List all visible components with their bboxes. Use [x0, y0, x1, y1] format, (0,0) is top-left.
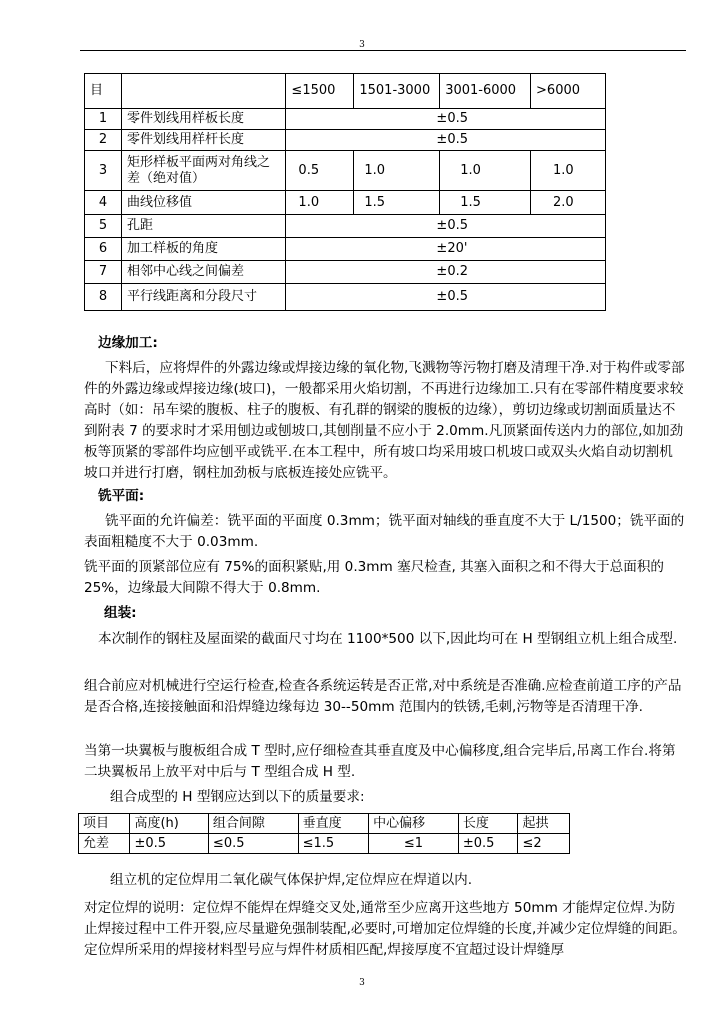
row-tolerance: ±20' — [286, 238, 606, 261]
row-item: 加工样板的角度 — [121, 238, 285, 261]
spec-header-col5: >6000 — [531, 74, 606, 109]
quality-header-cell: 起拱 — [518, 814, 570, 834]
table-row — [85, 215, 606, 238]
row-item: 平行线距离和分段尺寸 — [121, 284, 285, 311]
milling-heading: 铣平面: — [98, 488, 145, 504]
quality-header-cell: 高度(h) — [130, 814, 208, 834]
footer-page-number: 3 — [359, 978, 365, 988]
row-tolerance: ±0.5 — [286, 284, 606, 311]
row-value-3: 1.0 — [440, 151, 531, 191]
edge-processing-text: 下料后，应将焊件的外露边缘或焊接边缘的氧化物,飞溅物等污物打磨及清理干净.对于构件或零部件的外露边缘或焊接边缘(坡口)，一般都采用火焰切割，不再进行边缘加工.只有在零部件精度要求较高时（如：吊车梁的腹板、柱子的腹板、有孔群的钢梁的腹板的边缘），剪切边缘或切割面质量达不到附表 7 的要求时才采用刨边或刨坡口,其刨削量不应小于 2.0mm.凡顶紧面传送内力的部位,如加劲板等顶紧的零部件均应刨平或铣平.在本工程中，所有坡口均采用坡口机坡口或双头火焰自动切割机坡口并进行打磨，钢柱加劲板与底板连接处应铣平。 — [84, 360, 685, 481]
quality-table — [78, 813, 570, 854]
assembly-paragraph-5: 组立机的定位焊用二氧化碳气体保护焊,定位焊应在焊道以内. — [110, 872, 473, 888]
quality-value-row — [79, 834, 570, 854]
row-tolerance: ±0.2 — [286, 261, 606, 284]
table-row — [85, 151, 606, 191]
table-row — [85, 109, 606, 130]
quality-value-cell: ≤1 — [369, 834, 459, 854]
table-row — [85, 130, 606, 151]
row-value-2: 1.5 — [354, 191, 440, 215]
header-page-number: 3 — [359, 40, 365, 50]
row-item: 孔距 — [121, 215, 285, 238]
spec-header-col0: 目 — [85, 74, 122, 109]
quality-value-cell: 允差 — [79, 834, 130, 854]
quality-header-cell: 垂直度 — [298, 814, 369, 834]
row-value-4: 1.0 — [531, 151, 606, 191]
row-number: 3 — [85, 151, 122, 191]
row-item: 零件划线用样板长度 — [121, 109, 285, 130]
quality-header-row — [79, 814, 570, 834]
quality-header-cell: 长度 — [458, 814, 518, 834]
milling-text-1: 铣平面的允许偏差：铣平面的平面度 0.3mm；铣平面对轴线的垂直度不大于 L/1500；铣平面的表面粗糙度不大于 0.03mm. — [84, 513, 685, 550]
assembly-paragraph-6: 对定位焊的说明：定位焊不能焊在焊缝交叉处,通常至少应离开这些地方 50mm 才能焊定位焊.为防止焊接过程中工件开裂,应尽量避免强制装配,必要时,可增加定位焊缝的长度,并减少定位焊缝的间距。定位焊所采用的焊接材料型号应与焊件材质相匹配,焊接厚度不宜超过设计焊缝厚 — [84, 900, 686, 958]
spec-header-col1 — [121, 74, 285, 109]
row-tolerance: ±0.5 — [286, 109, 606, 130]
assembly-heading: 组装: — [104, 605, 137, 621]
table-row — [85, 191, 606, 215]
assembly-paragraph-2: 组合前应对机械进行空运行检查,检查各系统运转是否正常,对中系统是否准确.应检查前道工序的产品是否合格,连接接触面和沿焊缝边缘每边 30--50mm 范围内的铁锈,毛刺,污物等是否清理干净. — [84, 678, 682, 715]
table-row — [85, 238, 606, 261]
row-tolerance: ±0.5 — [286, 130, 606, 151]
spec-header-col3: 1501-3000 — [354, 74, 440, 109]
row-item: 曲线位移值 — [121, 191, 285, 215]
row-number: 2 — [85, 130, 122, 151]
quality-value-cell: ±0.5 — [130, 834, 208, 854]
spec-table-header-row — [85, 74, 606, 109]
spec-table — [84, 73, 606, 311]
quality-value-cell: ≤1.5 — [298, 834, 369, 854]
row-value-1: 0.5 — [286, 151, 354, 191]
row-number: 6 — [85, 238, 122, 261]
row-tolerance: ±0.5 — [286, 215, 606, 238]
milling-text-2: 铣平面的顶紧部位应有 75%的面积紧贴,用 0.3mm 塞尺检查, 其塞入面积之和不得大于总面积的 25%，边缘最大间隙不得大于 0.8mm. — [84, 559, 665, 596]
row-number: 5 — [85, 215, 122, 238]
table-row — [85, 284, 606, 311]
edge-processing-heading: 边缘加工: — [98, 335, 158, 351]
row-item: 零件划线用样杆长度 — [121, 130, 285, 151]
row-number: 4 — [85, 191, 122, 215]
row-value-2: 1.0 — [354, 151, 440, 191]
assembly-paragraph-3: 当第一块翼板与腹板组合成 T 型时,应仔细检查其垂直度及中心偏移度,组合完毕后,吊离工作台.将第二块翼板吊上放平对中后与 T 型组合成 H 型. — [84, 743, 676, 780]
spec-header-col4: 3001-6000 — [440, 74, 531, 109]
row-item: 矩形样板平面两对角线之差（绝对值） — [121, 151, 285, 191]
spec-header-col2: ≤1500 — [286, 74, 354, 109]
quality-header-cell: 中心偏移 — [369, 814, 459, 834]
quality-value-cell: ≤0.5 — [208, 834, 298, 854]
quality-value-cell: ≤2 — [518, 834, 570, 854]
quality-header-cell: 组合间隙 — [208, 814, 298, 834]
header-rule — [80, 50, 686, 51]
row-number: 8 — [85, 284, 122, 311]
table-row — [85, 261, 606, 284]
row-value-4: 2.0 — [531, 191, 606, 215]
quality-header-cell: 项目 — [79, 814, 130, 834]
row-item: 相邻中心线之间偏差 — [121, 261, 285, 284]
quality-value-cell: ±0.5 — [458, 834, 518, 854]
assembly-paragraph-4: 组合成型的 H 型钢应达到以下的质量要求: — [110, 789, 365, 805]
row-value-3: 1.5 — [440, 191, 531, 215]
row-number: 1 — [85, 109, 122, 130]
row-number: 7 — [85, 261, 122, 284]
assembly-paragraph-1: 本次制作的钢柱及屋面梁的截面尺寸均在 1100*500 以下,因此均可在 H 型钢组立机上组合成型. — [98, 631, 678, 647]
row-value-1: 1.0 — [286, 191, 354, 215]
